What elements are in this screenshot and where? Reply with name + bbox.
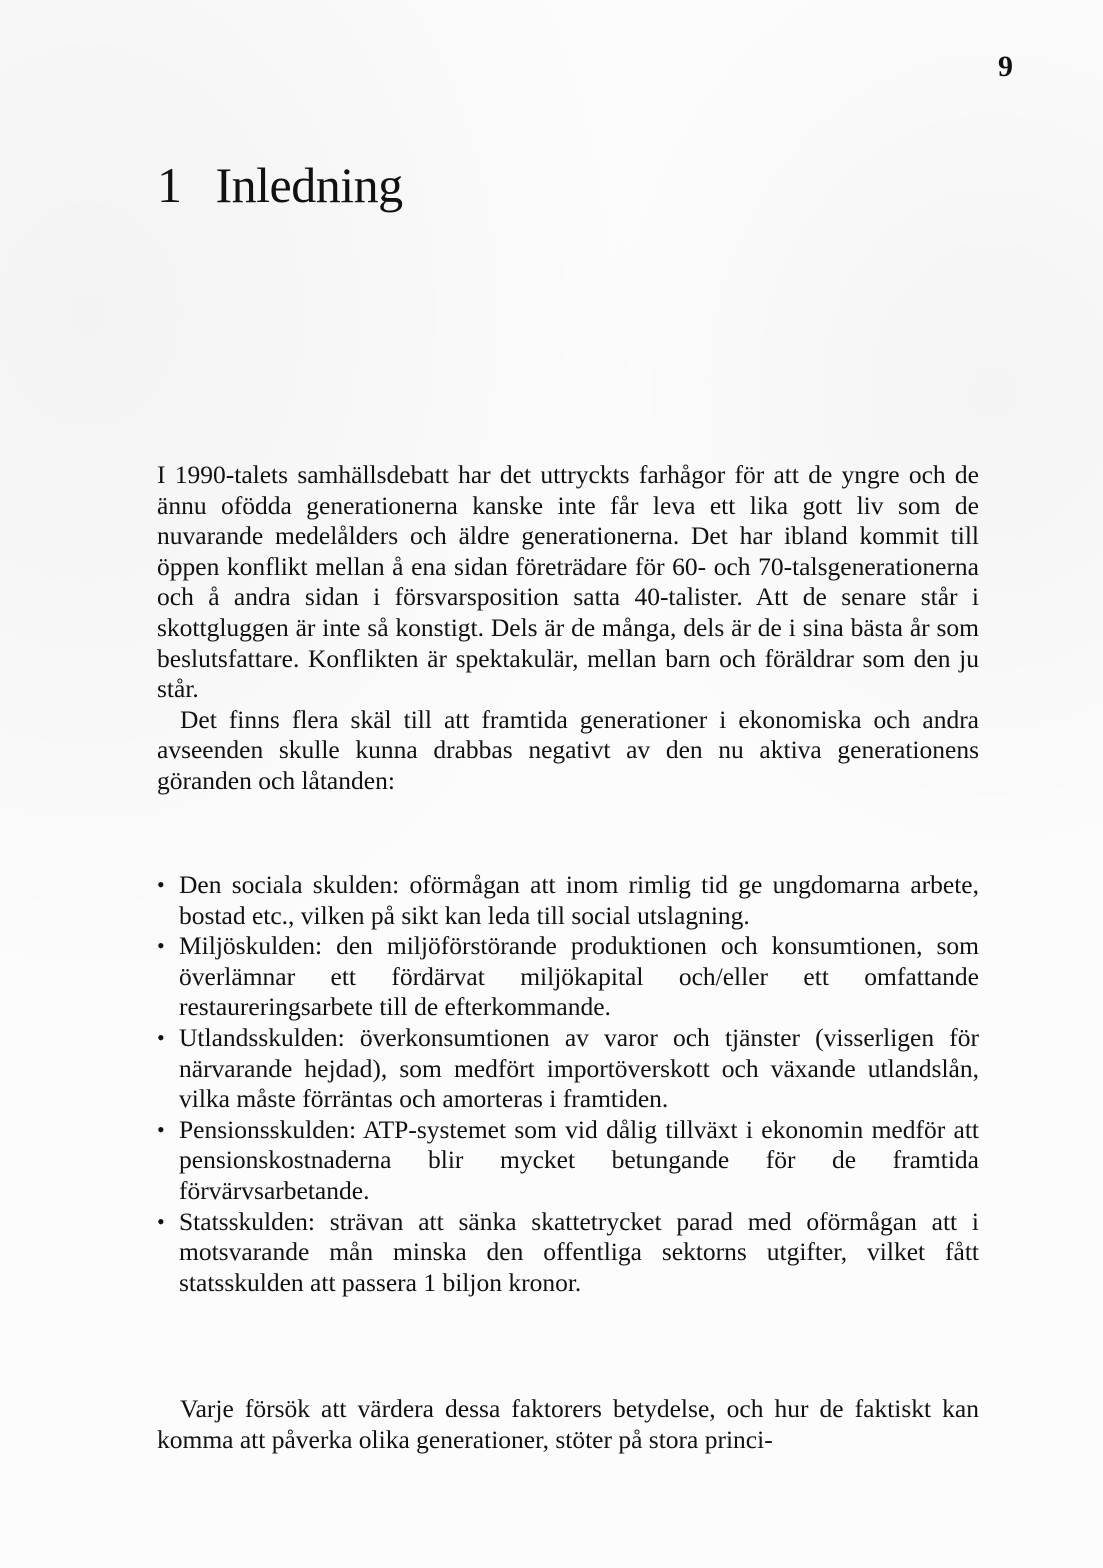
list-item-text: Utlandsskulden: överkonsumtionen av varor och tjänster (visserligen för närvarande hejdad), som medfört importöverskott och växande utlandslån, vilka måste förräntas och amorteras i framtiden. <box>179 1022 979 1114</box>
bullet-icon: • <box>157 1024 165 1050</box>
list-item-text: Miljöskulden: den miljöförstörande produktionen och konsumtionen, som överlämnar ett fördärvat miljökapital och/eller ett omfattande restaureringsarbete till de efterkommande. <box>179 931 979 1022</box>
bullet-icon: • <box>157 933 165 959</box>
chapter-heading <box>157 157 403 213</box>
bullet-icon: • <box>157 872 165 897</box>
chapter-title: Inledning <box>215 157 403 213</box>
intro-paragraph-1: I 1990-talets samhällsdebatt har det uttryckts farhågor för att de yngre och de ännu ofödda generationerna kanske inte får leva ett lika gott liv som de nuvarande medelålders och äldre generationerna. Det har ibland kommit till öppen konflikt mellan å ena sidan företrädare för 60- och 70-talsgenerationerna och å andra sidan i försvarsposition satta 40-talister. Att de senare står i skottgluggen är inte så konstigt. Dels är de många, dels är de i sina bästa år som beslutsfattare. Konflikten är spektakulär, mellan barn och föräldrar som den ju står. <box>157 460 979 704</box>
closing-paragraph: Varje försök att värdera dessa faktorers betydelse, och hur de faktiskt kan komma att påverka olika generationer, stöter på stora princi- <box>157 1394 979 1454</box>
bullet-icon: • <box>157 1116 165 1142</box>
bullet-icon: • <box>157 1208 165 1234</box>
list-item-text: Den sociala skulden: oförmågan att inom rimlig tid ge ungdomarna arbete, bostad etc., vilken på sikt kan leda till social utslagning. <box>179 870 979 930</box>
list-item-text: Statsskulden: strävan att sänka skattetrycket parad med oförmågan att i motsvarande mån minska den offentliga sektorns utgifter, vilket fått statsskulden att passera 1 biljon kronor. <box>179 1206 979 1297</box>
list-item-national-debt <box>157 1207 979 1299</box>
list-item-text: Pensionsskulden: ATP-systemet som vid dålig tillväxt i ekonomin medför att pensionskostnaderna blir mycket betungande för de framtida förvärvsarbetande. <box>179 1114 979 1205</box>
list-item-foreign-debt <box>157 1023 979 1115</box>
closing-section <box>157 1394 979 1455</box>
intro-section <box>157 460 979 797</box>
intro-paragraph-2: Det finns flera skäl till att framtida generationer i ekonomiska och andra avseenden skulle kunna drabbas negativt av den nu aktiva generationens göranden och låtanden: <box>157 704 979 795</box>
chapter-number: 1 <box>157 157 182 213</box>
debt-list <box>157 870 979 1298</box>
list-item-pension-debt <box>157 1115 979 1207</box>
page-number: 9 <box>998 50 1013 83</box>
list-item-environmental-debt <box>157 931 979 1023</box>
list-item-social-debt <box>157 870 979 931</box>
